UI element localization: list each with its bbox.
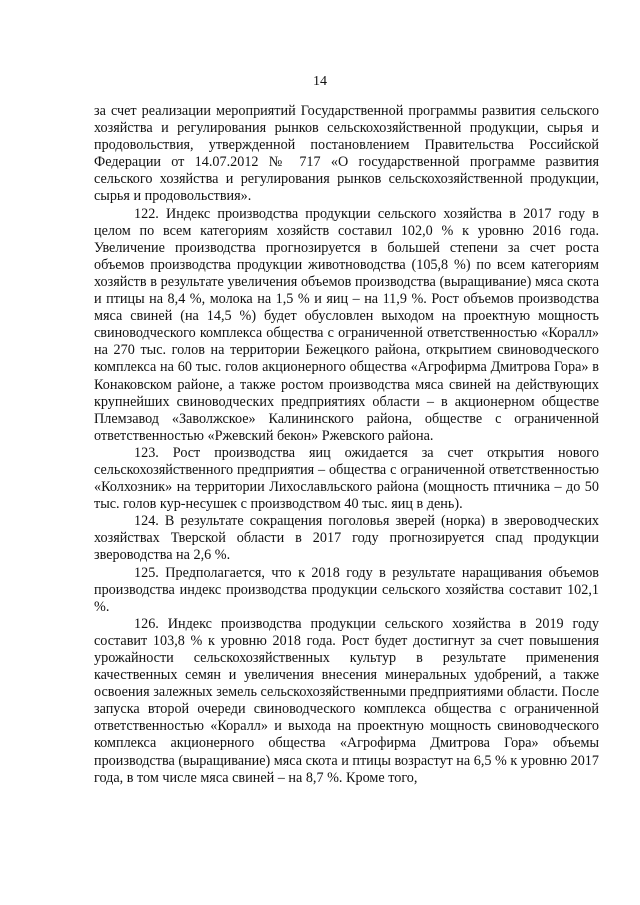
paragraph-123: 123. Рост производства яиц ожидается за счет открытия нового сельскохозяйственного предприятия – общества с ограниченной ответственностью «Колхозник» на территории Лихославльского района (мощность птичника – до 50 тыс. голов кур-несушек с производством 40 тыс. яиц в день). [94, 444, 599, 513]
paragraph-125: 125. Предполагается, что к 2018 году в результате наращивания объемов производства индекс производства продукции сельского хозяйства составит 102,1 %. [94, 564, 599, 615]
paragraph-124: 124. В результате сокращения поголовья зверей (норка) в звероводческих хозяйствах Тверской области в 2017 году прогнозируется спад продукции звероводства на 2,6 %. [94, 513, 599, 564]
page-number: 14 [313, 74, 327, 89]
paragraph-continuation: за счет реализации мероприятий Государственной программы развития сельского хозяйства и регулирования рынков сельскохозяйственной продукции, сырья и продовольствия, утвержденной постановлением Правительства Российской Федерации от 14.07.2012 № 717 «О государственной программе развития сельского хозяйства и регулирования рынков сельскохозяйственной продукции, сырья и продовольствия». [94, 103, 599, 205]
document-body [94, 103, 599, 787]
paragraph-126: 126. Индекс производства продукции сельского хозяйства в 2019 году составит 103,8 % к уровню 2018 года. Рост будет достигнут за счет повышения урожайности сельскохозяйственных культур в результате применения качественных семян и увеличения внесения минеральных удобрений, а также освоения залежных земель сельскохозяйственными предприятиями области. После запуска второй очереди свиноводческого комплекса общества с ограниченной ответственностью «Коралл» и выхода на проектную мощность свиноводческого комплекса акционерного общества «Агрофирма Дмитрова Гора» объемы производства (выращивание) мяса скота и птицы возрастут на 6,5 % к уровню 2017 года, в том числе мяса свиней – на 8,7 %. Кроме того, [94, 615, 599, 786]
paragraph-122: 122. Индекс производства продукции сельского хозяйства в 2017 году в целом по всем категориям хозяйств составил 102,0 % к уровню 2016 года. Увеличение производства прогнозируется в большей степени за счет роста объемов производства продукции животноводства (105,8 %) по всем категориям хозяйств в результате увеличения объемов производства (выращивание) мяса скота и птицы на 8,4 %, молока на 1,5 % и яиц – на 11,9 %. Рост объемов производства мяса свиней (на 14,5 %) будет обусловлен выходом на проектную мощность свиноводческого комплекса общества с ограниченной ответственностью «Коралл» на 270 тыс. голов на территории Бежецкого района, открытием свиноводческого комплекса на 60 тыс. голов акционерного общества «Агрофирма Дмитрова Гора» в Конаковском районе, а также ростом производства мяса свиней на действующих крупнейших свиноводческих предприятиях области – в акционерном обществе Племзавод «Заволжское» Калининского района, обществе с ограниченной ответственностью «Ржевский бекон» Ржевского района. [94, 205, 599, 444]
